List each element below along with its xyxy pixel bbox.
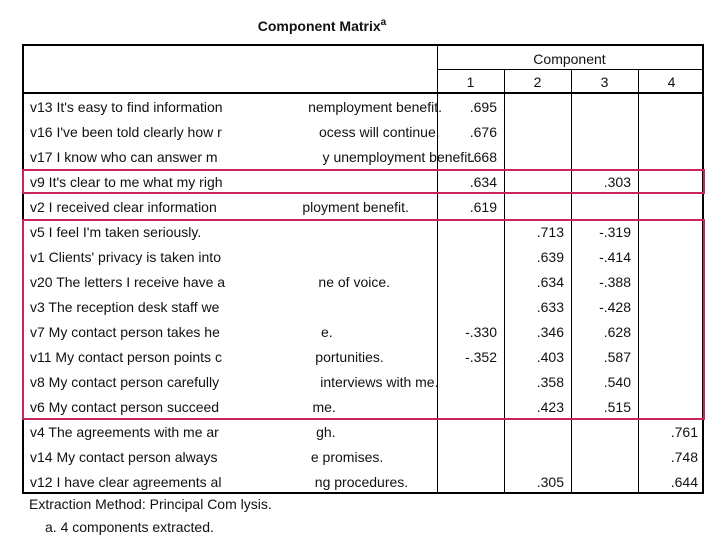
row-label: v5 I feel I'm taken seriously.: [30, 224, 202, 240]
loading-cell-component-4: [646, 123, 698, 141]
row-label: v14 My contact person always e promises.: [30, 449, 384, 465]
loading-cell-component-1: .619: [469, 199, 497, 215]
column-header-3: 3: [600, 74, 609, 90]
row-label: v11 My contact person points c portunities.: [30, 349, 384, 365]
row-label: v7 My contact person takes he e.: [30, 324, 333, 340]
row-label: v17 I know who can answer m y unemployment benefit.: [30, 149, 476, 165]
loading-cell-component-2: [512, 98, 564, 116]
row-label: v9 It's clear to me what my righ: [30, 174, 223, 190]
row-label: v3 The reception desk staff we: [30, 299, 220, 315]
row-label: v12 I have clear agreements al ng procedures.: [30, 474, 409, 490]
loading-cell-component-3: [579, 473, 631, 491]
loading-cell-component-2: .713: [536, 224, 564, 240]
loading-cell-component-3: [579, 198, 631, 216]
loading-cell-component-2: .633: [536, 299, 564, 315]
row-label: v20 The letters I receive have a ne of voice.: [30, 274, 391, 290]
row-label: v1 Clients' privacy is taken into: [30, 249, 221, 265]
loading-cell-component-4: .644: [670, 474, 698, 490]
loading-cell-component-3: -.388: [599, 274, 631, 290]
column-header-1: 1: [466, 74, 475, 90]
loading-cell-component-1: .695: [469, 99, 497, 115]
loading-cell-component-2: .358: [536, 374, 564, 390]
loading-cell-component-2: .634: [536, 274, 564, 290]
loading-cell-component-3: -.319: [599, 224, 631, 240]
column-header-4: 4: [667, 74, 676, 90]
loading-cell-component-2: [512, 123, 564, 141]
loading-cell-component-4: [646, 198, 698, 216]
loading-cell-component-4: [646, 148, 698, 166]
loading-cell-component-3: [579, 98, 631, 116]
loading-cell-component-2: [512, 148, 564, 166]
loading-cell-component-2: .346: [536, 324, 564, 340]
components-extracted-note: a. 4 components extracted.: [45, 519, 214, 535]
loading-cell-component-3: [579, 148, 631, 166]
loading-cell-component-4: .748: [670, 449, 698, 465]
row-label: v4 The agreements with me ar gh.: [30, 424, 336, 440]
row-label: v8 My contact person carefully interviews with me.: [30, 374, 439, 390]
row-label: v6 My contact person succeed me.: [30, 399, 336, 415]
row-label: v2 I received clear information ployment benefit.: [30, 199, 409, 215]
row-label: v16 I've been told clearly how r ocess will continue.: [30, 124, 440, 140]
loading-cell-component-2: .403: [536, 349, 564, 365]
loading-cell-component-1: -.330: [465, 324, 497, 340]
loading-cell-component-3: .540: [603, 374, 631, 390]
loading-cell-component-3: .587: [603, 349, 631, 365]
loading-cell-component-3: -.414: [599, 249, 631, 265]
loading-cell-component-3: [579, 423, 631, 441]
header-rule: [24, 92, 702, 94]
row-label: v13 It's easy to find information nemployment benefit.: [30, 99, 442, 115]
loading-cell-component-2: [512, 448, 564, 466]
loading-cell-component-1: -.352: [465, 349, 497, 365]
loading-cell-component-1: .676: [469, 124, 497, 140]
highlight-box-v9: [22, 169, 705, 194]
loading-cell-component-3: .515: [603, 399, 631, 415]
loading-cell-component-2: [512, 423, 564, 441]
loading-cell-component-1: [445, 423, 497, 441]
loading-cell-component-2: .639: [536, 249, 564, 265]
title-text: Component Matrix: [257, 18, 381, 34]
loading-cell-component-3: -.428: [599, 299, 631, 315]
loading-cell-component-3: [579, 123, 631, 141]
title-footnote-mark: a: [380, 17, 387, 28]
loading-cell-component-4: .761: [670, 424, 698, 440]
loading-cell-component-4: [646, 98, 698, 116]
component-header: Component: [533, 51, 606, 67]
loading-cell-component-2: .305: [536, 474, 564, 490]
loading-cell-component-1: .634: [469, 174, 497, 190]
loading-cell-component-1: [445, 473, 497, 491]
loading-cell-component-2: [512, 198, 564, 216]
loading-cell-component-3: [579, 448, 631, 466]
extraction-method-note: Extraction Method: Principal Com lysis.: [29, 496, 272, 512]
loading-cell-component-3: .303: [603, 174, 631, 190]
loading-cell-component-1: .668: [469, 149, 497, 165]
loading-cell-component-2: .423: [536, 399, 564, 415]
table-title: [0, 17, 644, 34]
highlight-box-component-2-3: [22, 219, 705, 420]
component-subheader-rule: [437, 69, 702, 70]
column-header-2: 2: [533, 74, 542, 90]
loading-cell-component-1: [445, 448, 497, 466]
loading-cell-component-3: .628: [603, 324, 631, 340]
